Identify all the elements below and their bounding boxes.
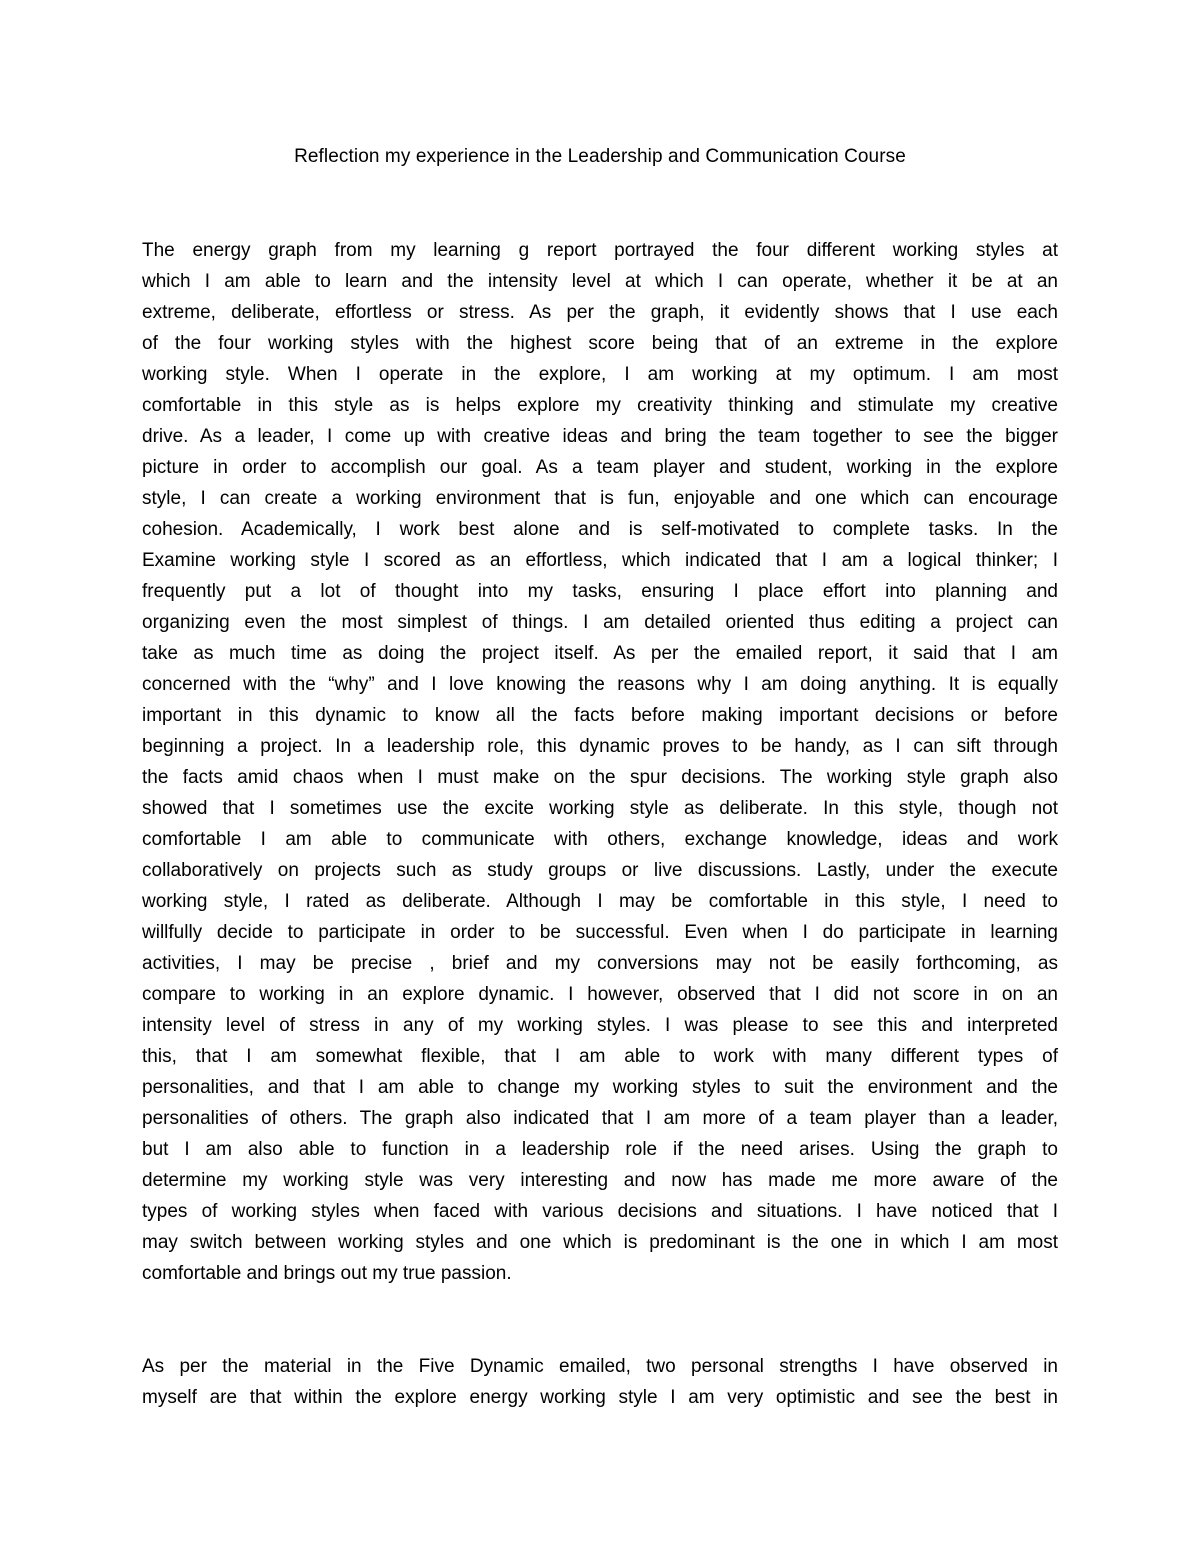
text-line: The energy graph from my learning g report portrayed the four different working styles at: [142, 240, 1058, 261]
text-line: style, I can create a working environment that is fun, enjoyable and one which can encourage: [142, 488, 1058, 509]
text-line: intensity level of stress in any of my working styles. I was please to see this and interpreted: [142, 1015, 1058, 1036]
text-line: this, that I am somewhat flexible, that I am able to work with many different types of: [142, 1046, 1058, 1067]
text-line: collaboratively on projects such as study groups or live discussions. Lastly, under the execute: [142, 860, 1058, 881]
document-title: Reflection my experience in the Leadership and Communication Course: [294, 146, 906, 167]
text-line: Examine working style I scored as an effortless, which indicated that I am a logical thinker; I: [142, 550, 1058, 571]
text-line: concerned with the “why” and I love knowing the reasons why I am doing anything. It is equally: [142, 674, 1058, 695]
text-line: the facts amid chaos when I must make on the spur decisions. The working style graph also: [142, 767, 1058, 788]
text-line: comfortable and brings out my true passion.: [142, 1263, 512, 1284]
text-line: determine my working style was very interesting and now has made me more aware of the: [142, 1170, 1058, 1191]
text-line: working style, I rated as deliberate. Although I may be comfortable in this style, I need to: [142, 891, 1058, 912]
text-line: types of working styles when faced with various decisions and situations. I have noticed that I: [142, 1201, 1058, 1222]
text-line: As per the material in the Five Dynamic emailed, two personal strengths I have observed in: [142, 1356, 1058, 1377]
text-line: working style. When I operate in the explore, I am working at my optimum. I am most: [142, 364, 1058, 385]
text-line: comfortable in this style as is helps explore my creativity thinking and stimulate my creative: [142, 395, 1058, 416]
text-line: important in this dynamic to know all the facts before making important decisions or before: [142, 705, 1058, 726]
text-line: extreme, deliberate, effortless or stress. As per the graph, it evidently shows that I use each: [142, 302, 1058, 323]
text-line: take as much time as doing the project itself. As per the emailed report, it said that I am: [142, 643, 1058, 664]
text-line: frequently put a lot of thought into my tasks, ensuring I place effort into planning and: [142, 581, 1058, 602]
text-line: comfortable I am able to communicate with others, exchange knowledge, ideas and work: [142, 829, 1058, 850]
text-line: may switch between working styles and one which is predominant is the one in which I am most: [142, 1232, 1058, 1253]
text-line: cohesion. Academically, I work best alone and is self-motivated to complete tasks. In the: [142, 519, 1058, 540]
text-line: which I am able to learn and the intensity level at which I can operate, whether it be at an: [142, 271, 1058, 292]
text-line: personalities of others. The graph also indicated that I am more of a team player than a leader,: [142, 1108, 1058, 1129]
text-line: compare to working in an explore dynamic. I however, observed that I did not score in on an: [142, 984, 1058, 1005]
text-line: of the four working styles with the highest score being that of an extreme in the explore: [142, 333, 1058, 354]
text-line: myself are that within the explore energy working style I am very optimistic and see the best in: [142, 1387, 1058, 1408]
text-line: showed that I sometimes use the excite working style as deliberate. In this style, though not: [142, 798, 1058, 819]
paragraph-personal-strengths: [142, 1351, 1058, 1413]
text-line: willfully decide to participate in order to be successful. Even when I do participate in learning: [142, 922, 1058, 943]
text-line: but I am also able to function in a leadership role if the need arises. Using the graph to: [142, 1139, 1058, 1160]
text-line: picture in order to accomplish our goal. As a team player and student, working in the explore: [142, 457, 1058, 478]
paragraph-working-styles: [142, 235, 1058, 1289]
text-line: beginning a project. In a leadership role, this dynamic proves to be handy, as I can sift through: [142, 736, 1058, 757]
text-line: personalities, and that I am able to change my working styles to suit the environment and the: [142, 1077, 1058, 1098]
text-line: drive. As a leader, I come up with creative ideas and bring the team together to see the bigger: [142, 426, 1058, 447]
text-line: activities, I may be precise , brief and my conversions may not be easily forthcoming, as: [142, 953, 1058, 974]
text-line: organizing even the most simplest of things. I am detailed oriented thus editing a project can: [142, 612, 1058, 633]
